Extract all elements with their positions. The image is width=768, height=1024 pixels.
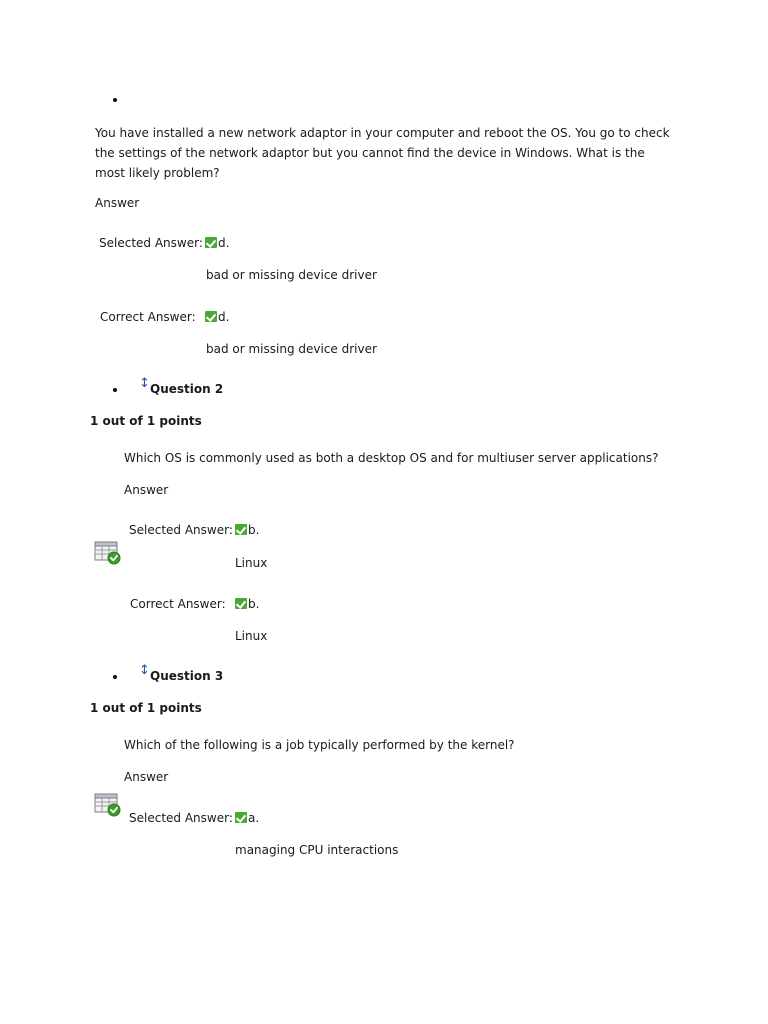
question-2-points: 1 out of 1 points <box>90 414 202 428</box>
graded-table-check-icon <box>94 793 122 817</box>
q1-answer-label: Answer <box>95 196 140 210</box>
q1-correct-answer-text: bad or missing device driver <box>206 342 377 356</box>
expand-collapse-icon[interactable]: ↕ <box>139 376 150 391</box>
q1-selected-answer-text: bad or missing device driver <box>206 268 377 282</box>
q2-selected-answer-label: Selected Answer: <box>129 523 233 537</box>
q3-selected-answer-label: Selected Answer: <box>129 811 233 825</box>
question-3-text: Which of the following is a job typically performed by the kernel? <box>124 738 515 752</box>
question-3-title[interactable]: Question 3 <box>150 669 224 683</box>
bullet-q1 <box>113 98 117 102</box>
correct-check-icon <box>235 812 247 823</box>
q2-selected-answer-text: Linux <box>235 556 268 570</box>
q2-correct-answer-label: Correct Answer: <box>130 597 226 611</box>
question-3-points: 1 out of 1 points <box>90 701 202 715</box>
q3-selected-answer-text: managing CPU interactions <box>235 843 399 857</box>
q2-answer-label: Answer <box>124 483 169 497</box>
expand-collapse-icon[interactable]: ↕ <box>139 663 150 678</box>
question-2-text: Which OS is commonly used as both a desktop OS and for multiuser server applications? <box>124 451 659 465</box>
q2-selected-letter: b. <box>248 523 260 537</box>
q1-selected-answer-label: Selected Answer: <box>99 236 203 250</box>
q3-answer-label: Answer <box>124 770 169 784</box>
correct-check-icon <box>235 598 247 609</box>
q1-correct-letter: d. <box>218 310 230 324</box>
correct-check-icon <box>235 524 247 535</box>
q3-selected-letter: a. <box>248 811 260 825</box>
graded-table-check-icon <box>94 541 122 565</box>
correct-check-icon <box>205 311 217 322</box>
bullet-q2 <box>113 388 117 392</box>
q1-selected-letter: d. <box>218 236 230 250</box>
q2-correct-answer-text: Linux <box>235 629 268 643</box>
q2-correct-letter: b. <box>248 597 260 611</box>
correct-check-icon <box>205 237 217 248</box>
question-1-text: You have installed a new network adaptor in your computer and reboot the OS. You go to check the settings of the network adaptor but you cannot find the device in Windows. What is the most likely problem? <box>95 126 670 180</box>
q1-correct-answer-label: Correct Answer: <box>100 310 196 324</box>
question-2-title[interactable]: Question 2 <box>150 382 224 396</box>
bullet-q3 <box>113 675 117 679</box>
